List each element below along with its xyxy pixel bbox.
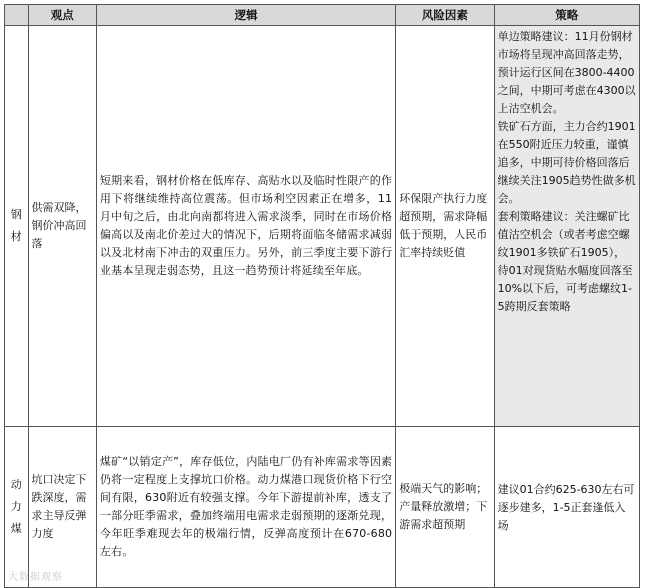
category-label: 钢材 [10, 208, 22, 243]
header-view: 观点 [28, 5, 96, 26]
risk-cell: 环保限产执行力度超预期，需求降幅低于预期，人民币汇率持续贬值 [396, 26, 494, 427]
header-logic: 逻辑 [96, 5, 395, 26]
header-category [5, 5, 29, 26]
strategy-cell [494, 26, 639, 427]
strategy-paragraph: 建议01合约625-630左右可逐步建多，1-5正套逢低入场 [497, 483, 635, 532]
watermark: 大数据观察 [8, 572, 63, 583]
view-cell: 供需双降，钢价冲高回落 [28, 26, 96, 427]
category-label: 动力煤 [10, 478, 22, 535]
header-strategy: 策略 [494, 5, 639, 26]
strategy-cell [494, 427, 639, 588]
category-cell [5, 26, 29, 427]
strategy-table [4, 4, 640, 588]
category-cell [5, 427, 29, 588]
strategy-paragraph: 套利策略建议：关注螺矿比值沽空机会（或者考虑空螺纹1901多铁矿石1905），待01对现货贴水幅度回落至10%以下后，可考虑螺纹1-5跨期反套策略 [497, 210, 633, 313]
header-row [5, 5, 640, 26]
logic-cell: 短期来看，钢材价格在低库存、高贴水以及临时性限产的作用下将继续维持高位震荡。但市场利空因素正在增多，11月中旬之后，由北向南都将进入需求淡季，同时在市场价格偏高以及南北价差过大的情况下，后期将面临冬储需求减弱以及北材南下冲击的双重压力。另外，前三季度主要下游行业基本呈现走弱态势，且这一趋势预计将延续至年底。 [96, 26, 395, 427]
strategy-paragraph: 单边策略建议：11月份钢材市场将呈现冲高回落走势，预计运行区间在3800-4400之间，中期可考虑在4300以上沽空机会。 [497, 30, 636, 115]
header-risk: 风险因素 [396, 5, 494, 26]
table-row-thermal-coal [5, 427, 640, 588]
risk-cell: 极端天气的影响；产量释放激增；下游需求超预期 [396, 427, 494, 588]
logic-cell: 煤矿“以销定产”，库存低位，内陆电厂仍有补库需求等因素仍将一定程度上支撑坑口价格。动力煤港口现货价格下行空间有限，630附近有较强支撑。今年下游提前补库，透支了一部分旺季需求，叠加终端用电需求走弱预期的逐渐兑现，今年旺季难现去年的极端行情，反弹高度预计在670-680左右。 [96, 427, 395, 588]
table-row-steel [5, 26, 640, 427]
strategy-paragraph: 铁矿石方面，主力合约1901在550附近压力较重，谨慎追多，中期可待价格回落后继续关注1905趋势性做多机会。 [497, 120, 636, 205]
view-cell: 坑口决定下跌深度，需求主导反弹力度 [28, 427, 96, 588]
